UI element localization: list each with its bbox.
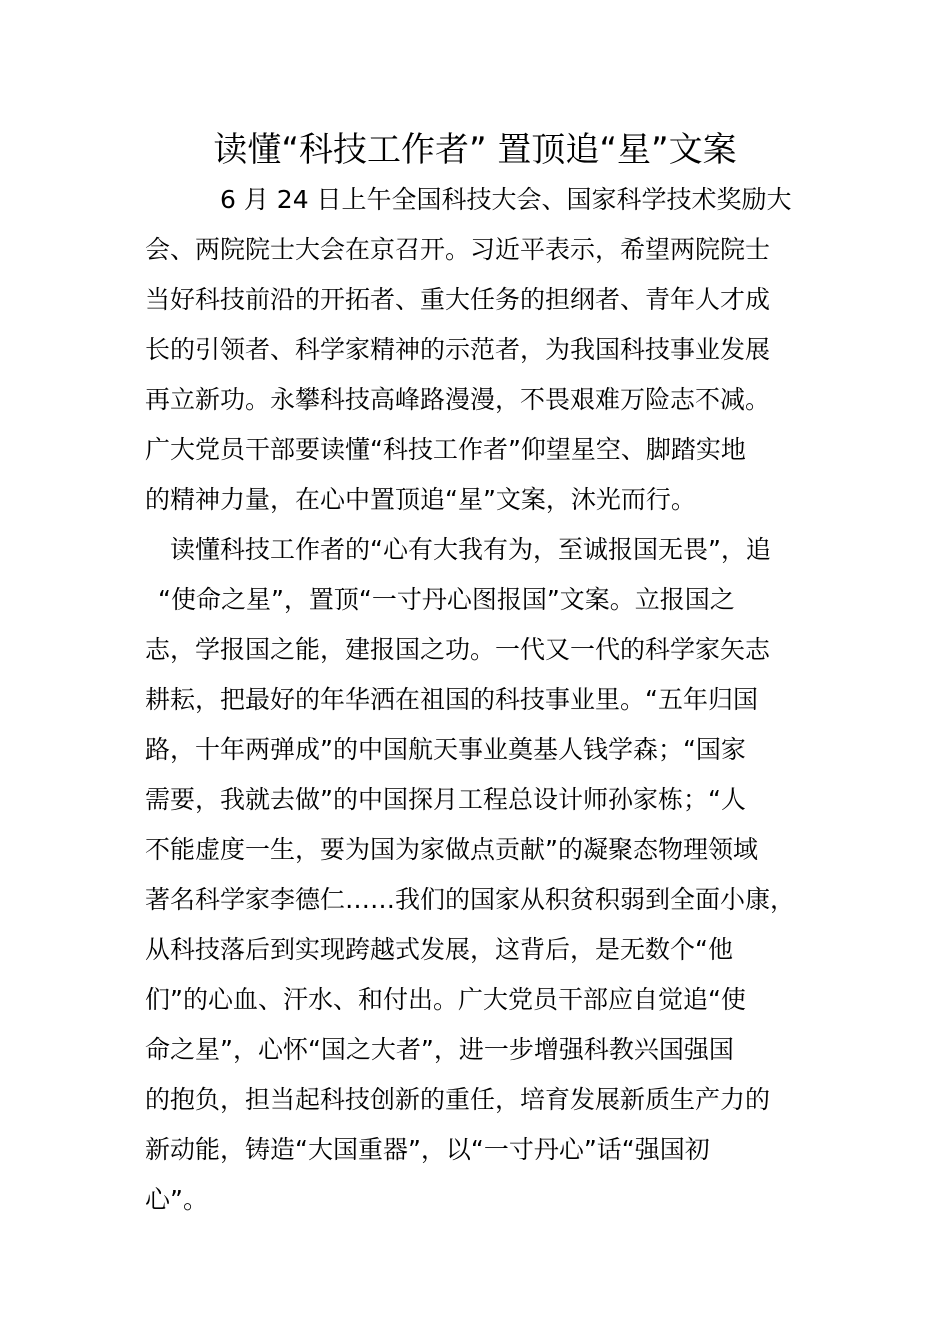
body-line: 读懂科技工作者的“心有大我有为，至诚报国无畏”，追: [170, 535, 771, 564]
body-line: 心”。: [145, 1185, 208, 1214]
body-line: 不能虚度一生，要为国为家做点贡献”的凝聚态物理领域: [145, 835, 758, 864]
body-line: 命之星”，心怀“国之大者”，进一步增强科教兴国强国: [145, 1035, 734, 1064]
body-line: 新动能，铸造“大国重器”，以“一寸丹心”话“强国初: [145, 1135, 710, 1164]
body-line: 从科技落后到实现跨越式发展，这背后，是无数个“他: [145, 935, 733, 964]
body-line: 广大党员干部要读懂“科技工作者”仰望星空、脚踏实地: [145, 435, 746, 464]
body-line: “使命之星”，置顶“一寸丹心图报国”文案。立报国之: [158, 585, 735, 614]
body-line: 的精神力量，在心中置顶追“星”文案，沐光而行。: [145, 485, 696, 514]
body-line: 会、两院院士大会在京召开。习近平表示，希望两院院士: [145, 235, 771, 264]
body-line: 的抱负，担当起科技创新的重任，培育发展新质生产力的: [145, 1085, 771, 1114]
body-line: 著名科学家李德仁……我们的国家从积贫积弱到全面小康，: [145, 885, 796, 914]
body-line: 长的引领者、科学家精神的示范者，为我国科技事业发展: [145, 335, 771, 364]
body-line: 当好科技前沿的开拓者、重大任务的担纲者、青年人才成: [145, 285, 771, 314]
body-line: 再立新功。永攀科技高峰路漫漫，不畏艰难万险志不减。: [145, 385, 771, 414]
body-line: 们”的心血、汗水、和付出。广大党员干部应自觉追“使: [145, 985, 746, 1014]
body-line: 6 月 24 日上午全国科技大会、国家科学技术奖励大: [220, 185, 792, 214]
body-line: 耕耘，把最好的年华洒在祖国的科技事业里。“五年归国: [145, 685, 758, 714]
body-line: 需要，我就去做”的中国探月工程总设计师孙家栋；“人: [145, 785, 746, 814]
body-line: 志，学报国之能，建报国之功。一代又一代的科学家矢志: [145, 635, 771, 664]
document-title: 读懂“科技工作者” 置顶追“星”文案: [213, 130, 737, 170]
body-line: 路，十年两弹成”的中国航天事业奠基人钱学森；“国家: [145, 735, 746, 764]
